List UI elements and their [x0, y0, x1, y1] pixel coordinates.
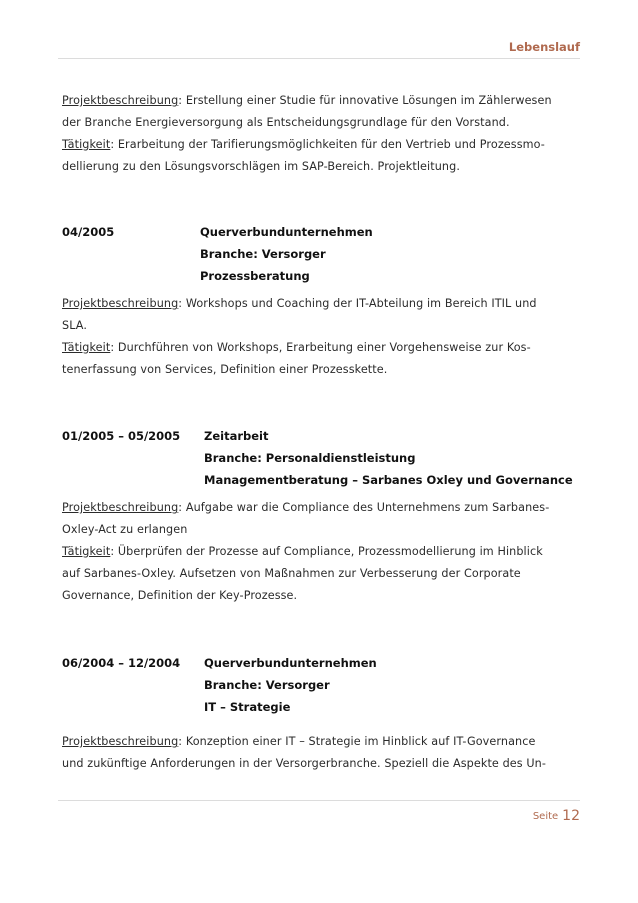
entry-details: [200, 221, 373, 287]
taetigkeit-line-1: [62, 337, 582, 359]
beschreibung-line-1: [62, 731, 582, 753]
page-footer: [533, 808, 580, 824]
beschreibung-line-1: [62, 497, 582, 519]
intro-paragraph: [62, 90, 582, 178]
entry-paragraph-3: [62, 731, 582, 775]
header-title: Lebenslauf: [508, 40, 580, 54]
beschreibung-label: Projektbeschreibung: [62, 501, 179, 514]
page-number: 12: [562, 808, 580, 824]
taetigkeit-label: Tätigkeit: [62, 545, 111, 558]
entry-paragraph-1: [62, 293, 582, 381]
text-segment: : Aufgabe war die Compliance des Unternehmens zum Sarbanes-: [178, 501, 550, 514]
intro-taetigkeit-line-1: [62, 134, 582, 156]
entry-company: Querverbundunternehmen: [204, 656, 377, 670]
text-segment: : Erarbeitung der Tarifierungsmöglichkeiten für den Vertrieb und Prozessmo-: [110, 138, 545, 151]
entry-date: 01/2005 – 05/2005: [62, 429, 181, 443]
text-segment: : Workshops und Coaching der IT-Abteilung im Bereich ITIL und: [178, 297, 537, 310]
header-divider: [58, 58, 580, 59]
intro-taetigkeit-line-2: dellierung zu den Lösungsvorschlägen im SAP-Bereich. Projektleitung.: [62, 160, 460, 173]
text-segment: : Überprüfen der Prozesse auf Compliance, Prozessmodellierung im Hinblick: [110, 545, 543, 558]
entry-paragraph-2: [62, 497, 582, 607]
entry-branche: Branche: Personaldienstleistung: [204, 451, 416, 465]
entry-topic: Managementberatung – Sarbanes Oxley und Governance: [204, 473, 573, 487]
text-segment: : Konzeption einer IT – Strategie im Hinblick auf IT-Governance: [178, 735, 536, 748]
taetigkeit-label: Tätigkeit: [62, 138, 111, 151]
text-segment: : Erstellung einer Studie für innovative Lösungen im Zählerwesen: [178, 94, 552, 107]
beschreibung-label: Projektbeschreibung: [62, 297, 179, 310]
entry-company: Querverbundunternehmen: [200, 225, 373, 239]
entry-topic: IT – Strategie: [204, 700, 291, 714]
taetigkeit-label: Tätigkeit: [62, 341, 111, 354]
taetigkeit-line-2: tenerfassung von Services, Definition einer Prozesskette.: [62, 363, 388, 376]
taetigkeit-line-1: [62, 541, 582, 563]
beschreibung-label: Projektbeschreibung: [62, 94, 179, 107]
beschreibung-line-2: und zukünftige Anforderungen in der Versorgerbranche. Speziell die Aspekte des Un-: [62, 757, 546, 770]
entry-branche: Branche: Versorger: [200, 247, 326, 261]
intro-beschreibung-line-1: [62, 90, 582, 112]
footer-label: Seite: [532, 811, 559, 822]
taetigkeit-line-3: Governance, Definition der Key-Prozesse.: [62, 589, 298, 602]
beschreibung-line-1: [62, 293, 582, 315]
entry-date: 06/2004 – 12/2004: [62, 656, 181, 670]
taetigkeit-line-2: auf Sarbanes-Oxley. Aufsetzen von Maßnahmen zur Verbesserung der Corporate: [62, 567, 521, 580]
text-segment: : Durchführen von Workshops, Erarbeitung einer Vorgehensweise zur Kos-: [110, 341, 531, 354]
entry-company: Zeitarbeit: [204, 429, 269, 443]
beschreibung-line-2: Oxley-Act zu erlangen: [62, 523, 188, 536]
footer-divider: [58, 800, 580, 801]
entry-details: [204, 652, 377, 718]
beschreibung-label: Projektbeschreibung: [62, 735, 179, 748]
entry-topic: Prozessberatung: [200, 269, 310, 283]
intro-beschreibung-line-2: der Branche Energieversorgung als Entscheidungsgrundlage für den Vorstand.: [62, 116, 510, 129]
entry-details: [204, 425, 573, 491]
beschreibung-line-2: SLA.: [62, 319, 88, 332]
entry-date: 04/2005: [62, 225, 115, 239]
entry-branche: Branche: Versorger: [204, 678, 330, 692]
